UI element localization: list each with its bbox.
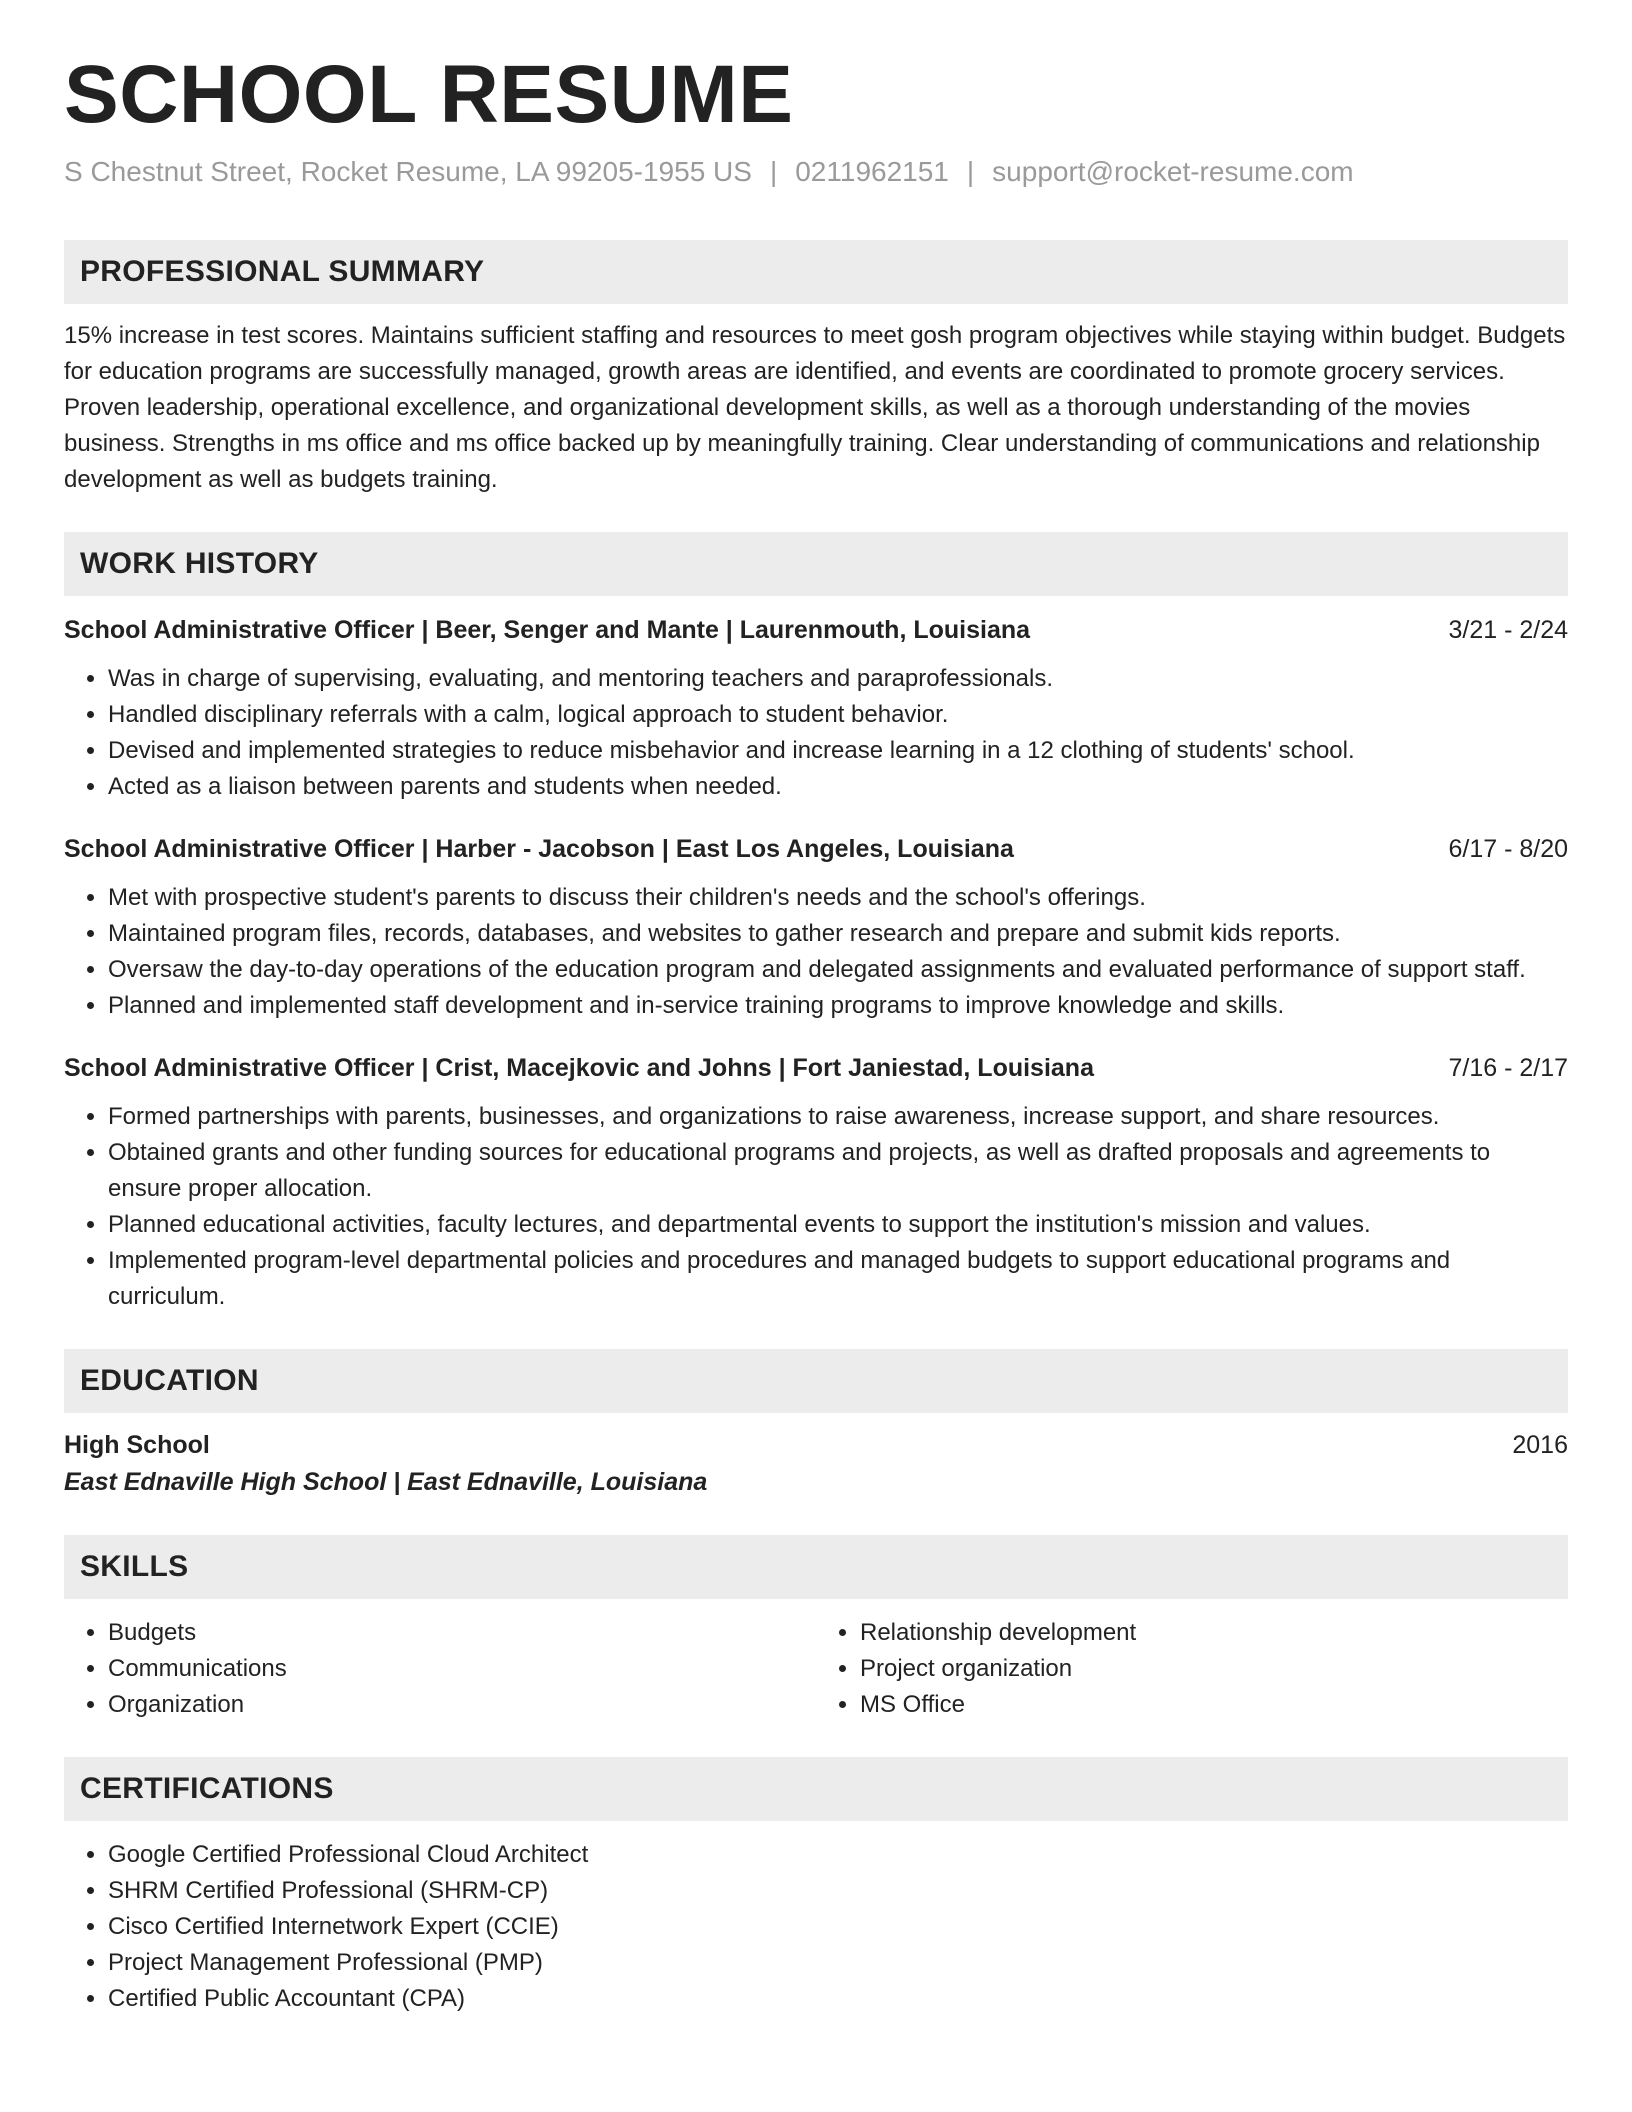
certifications-list bbox=[64, 1837, 1568, 2017]
skill-item: • Project organization bbox=[860, 1651, 1568, 1687]
job-bullet: • Planned and implemented staff development and in-service training programs to improve knowledge and skills. bbox=[108, 988, 1568, 1024]
contact-separator: | bbox=[769, 156, 778, 188]
job-bullets bbox=[64, 661, 1568, 805]
contact-separator: | bbox=[966, 156, 975, 188]
job-bullet: • Obtained grants and other funding sources for educational programs and projects, as well as drafted proposals and agreements to ensure proper allocation. bbox=[108, 1135, 1568, 1207]
job-dates: 7/16 - 2/17 bbox=[1448, 1054, 1568, 1083]
skill-item: • Organization bbox=[108, 1687, 816, 1723]
skill-item: • Communications bbox=[108, 1651, 816, 1687]
job-heading: School Administrative Officer | Beer, Senger and Mante | Laurenmouth, Louisiana bbox=[64, 616, 1031, 645]
section-header-summary: PROFESSIONAL SUMMARY bbox=[64, 240, 1568, 304]
job-bullet: • Was in charge of supervising, evaluating, and mentoring teachers and paraprofessionals. bbox=[108, 661, 1568, 697]
job-bullet: • Maintained program files, records, databases, and websites to gather research and prepare and submit kids reports. bbox=[108, 916, 1568, 952]
job-bullet: • Handled disciplinary referrals with a calm, logical approach to student behavior. bbox=[108, 697, 1568, 733]
contact-email: support@rocket-resume.com bbox=[992, 156, 1354, 188]
skill-item: • Budgets bbox=[108, 1615, 816, 1651]
job-bullet: • Planned educational activities, faculty lectures, and departmental events to support the institution's mission and values. bbox=[108, 1207, 1568, 1243]
skills-column-right bbox=[816, 1615, 1568, 1723]
section-header-certifications: CERTIFICATIONS bbox=[64, 1757, 1568, 1821]
contact-phone: 0211962151 bbox=[795, 156, 949, 188]
job-bullet: • Formed partnerships with parents, businesses, and organizations to raise awareness, increase support, and share resources. bbox=[108, 1099, 1568, 1135]
job-heading: School Administrative Officer | Harber - Jacobson | East Los Angeles, Louisiana bbox=[64, 835, 1014, 864]
skills-column-left bbox=[64, 1615, 816, 1723]
job-bullet: • Devised and implemented strategies to reduce misbehavior and increase learning in a 12 clothing of students' school. bbox=[108, 733, 1568, 769]
job-bullets bbox=[64, 880, 1568, 1024]
skills-list bbox=[64, 1615, 1568, 1723]
certification-item: • Project Management Professional (PMP) bbox=[108, 1945, 1568, 1981]
contact-address: S Chestnut Street, Rocket Resume, LA 99205-1955 US bbox=[64, 156, 752, 188]
skill-item: • MS Office bbox=[860, 1687, 1568, 1723]
education-school: East Ednaville High School | East Ednaville, Louisiana bbox=[64, 1468, 708, 1497]
section-header-skills: SKILLS bbox=[64, 1535, 1568, 1599]
section-header-work-history: WORK HISTORY bbox=[64, 532, 1568, 596]
job-entry bbox=[64, 1054, 1568, 1315]
job-dates: 6/17 - 8/20 bbox=[1448, 835, 1568, 864]
job-bullets bbox=[64, 1099, 1568, 1315]
education-degree: High School bbox=[64, 1431, 210, 1460]
certification-item: • Google Certified Professional Cloud Architect bbox=[108, 1837, 1568, 1873]
certification-item: • SHRM Certified Professional (SHRM-CP) bbox=[108, 1873, 1568, 1909]
skill-item: • Relationship development bbox=[860, 1615, 1568, 1651]
job-heading: School Administrative Officer | Crist, Macejkovic and Johns | Fort Janiestad, Louisiana bbox=[64, 1054, 1094, 1083]
job-entry bbox=[64, 835, 1568, 1024]
education-entry bbox=[64, 1431, 1568, 1497]
job-bullet: • Met with prospective student's parents to discuss their children's needs and the school's offerings. bbox=[108, 880, 1568, 916]
job-entry bbox=[64, 616, 1568, 805]
education-year: 2016 bbox=[1512, 1431, 1568, 1460]
section-header-education: EDUCATION bbox=[64, 1349, 1568, 1413]
summary-text: 15% increase in test scores. Maintains sufficient staffing and resources to meet gosh program objectives while staying within budget. Budgets for education programs are successfully managed, growth areas are identified, and events are coordinated to promote grocery services. Proven leadership, operational excellence, and organizational development skills, as well as a thorough understanding of the movies business. Strengths in ms office and ms office backed up by meaningfully training. Clear understanding of communications and relationship development as well as budgets training. bbox=[64, 322, 1566, 494]
resume-name: SCHOOL RESUME bbox=[64, 49, 794, 140]
contact-line bbox=[64, 156, 1568, 188]
job-bullet: • Acted as a liaison between parents and students when needed. bbox=[108, 769, 1568, 805]
job-bullet: • Implemented program-level departmental policies and procedures and managed budgets to support educational programs and curriculum. bbox=[108, 1243, 1568, 1315]
certification-item: • Certified Public Accountant (CPA) bbox=[108, 1981, 1568, 2017]
certification-item: • Cisco Certified Internetwork Expert (CCIE) bbox=[108, 1909, 1568, 1945]
job-bullet: • Oversaw the day-to-day operations of the education program and delegated assignments and evaluated performance of support staff. bbox=[108, 952, 1568, 988]
job-dates: 3/21 - 2/24 bbox=[1448, 616, 1568, 645]
